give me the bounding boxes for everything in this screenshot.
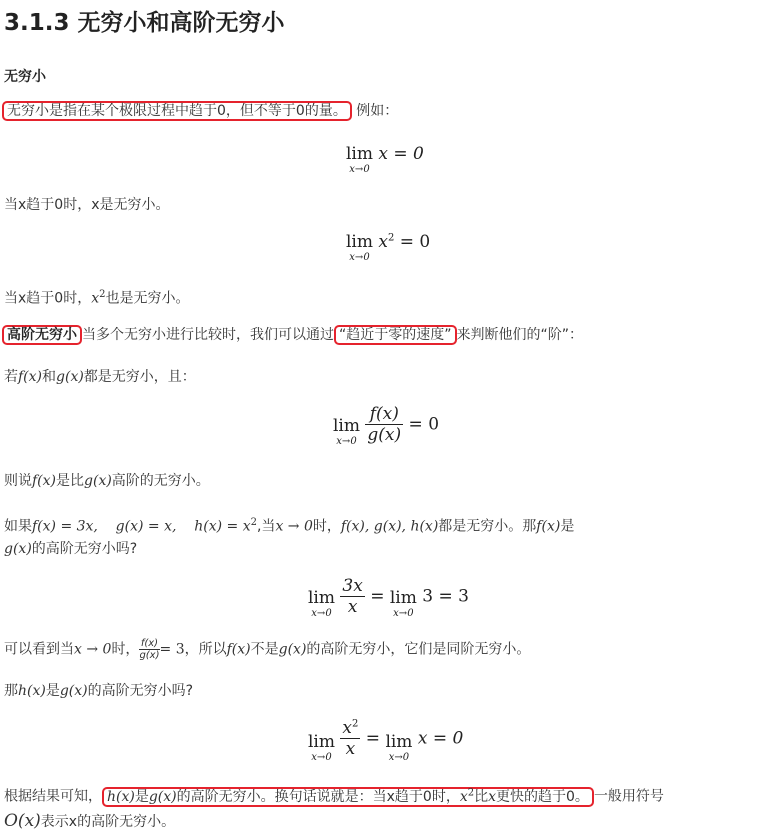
paragraph-5 [4,366,196,388]
math-exponent: 2 [467,787,475,798]
lim-operator: lim [385,732,413,752]
text: 的高阶无穷小，它们是同阶无穷小。 [306,641,531,658]
math-f: f(x) [32,473,57,489]
lim-operator: lim [346,144,373,164]
text: 若 [4,369,18,385]
highlight-term: 高阶无穷小 [2,325,82,345]
math-g: g(x) [148,788,177,805]
lim-subscript: x→0 [349,252,370,263]
text: = 3， [159,641,199,658]
math-g: g(x) [84,473,112,489]
lim-subscript: x→0 [311,608,332,619]
section-heading: 无穷小 [4,69,46,85]
highlight-definition: 无穷小是指在某个极限过程中趋于0，但不等于0的量。 [2,101,352,121]
text: 是 [134,788,149,805]
text: 更快的趋于0。 [496,788,589,805]
text: ,当 [256,518,276,535]
text: 如果 [4,518,32,535]
text: 和 [42,369,57,385]
math-f: f(x) [536,518,561,535]
paragraph-3 [4,284,189,310]
text: 时， [312,518,341,535]
text: 不是 [250,641,279,658]
text: 是 [45,683,60,699]
paragraph-6 [4,470,210,492]
lim-subscript: x→0 [393,608,414,619]
lim-subscript: x→0 [311,752,332,763]
math-big-o: O(x) [4,811,41,831]
math-functions: f(x) = 3x, g(x) = x, h(x) = x [32,518,251,535]
lim-operator: lim [333,416,360,436]
inline-fraction-numerator: f(x) [140,638,159,649]
math-x: x [459,788,468,805]
text: 来判断他们的“阶”： [456,327,584,343]
math-x: x [488,788,497,805]
inline-fraction-denominator: g(x) [139,650,160,661]
text: 的高阶无穷小吗? [31,541,138,557]
example-label: 例如： [356,103,399,119]
text: 也是无穷小。 [105,290,190,307]
numerator-exponent: 2 [352,718,359,730]
text: 都是无穷小，且： [83,369,196,385]
math-limit: x → 0 [74,641,112,658]
page-title: 3.1.3 无穷小和高阶无穷小 [4,10,285,36]
math-g: g(x) [278,641,307,658]
text: 根据结果可知， [4,788,102,805]
math-g: g(x) [4,541,32,557]
equation-1 [346,144,424,176]
text: 是 [560,518,575,535]
paragraph-8 [4,538,137,560]
lim-subscript: x→0 [336,436,357,447]
fraction-numerator: x [342,718,352,738]
math-h: h(x) [107,788,135,805]
lim-operator: lim [346,232,373,252]
math-exponent: 2 [99,289,106,300]
equation-2 [346,232,430,264]
text: 的高阶无穷小吗? [87,683,194,699]
text: 可以看到当 [4,641,74,658]
paragraph-10 [4,680,193,702]
paragraph-7 [4,512,574,538]
equation-rest: = 0 [408,414,440,435]
equation-rest: = 0 [394,232,431,252]
paragraph-4 [2,324,583,346]
text: 比 [474,788,489,805]
definition-paragraph [2,100,398,122]
equation-rest: 3 = 3 [422,586,469,607]
lim-subscript: x→0 [349,164,370,175]
equation-3 [333,404,439,448]
text: 表示x的高阶无穷小。 [40,814,176,830]
fraction-numerator: 3x [342,576,363,596]
equation-body: x = 0 [378,144,424,164]
highlight-conclusion [102,787,594,807]
paragraph-11 [4,782,664,808]
paragraph-9 [4,638,530,661]
text: 时， [111,641,140,658]
text: 是比 [56,473,85,489]
equals-sign: = [370,586,385,607]
equation-rest: x = 0 [417,728,464,749]
math-limit: x → 0 [275,518,313,535]
fraction-denominator: g(x) [367,425,402,445]
math-exponent: 2 [250,517,257,528]
math-list: f(x), g(x), h(x) [340,518,439,535]
math-f: f(x) [18,369,43,385]
text: 当x趋于0时， [4,290,92,307]
fraction-denominator: x [345,739,356,759]
highlight-speed: “趋近于零的速度” [334,325,457,345]
text: 一般用符号 [593,788,664,805]
text: 高阶的无穷小。 [111,473,210,489]
math-g: g(x) [56,369,84,385]
equation-base: x [378,232,388,252]
paragraph-2: 当x趋于0时，x是无穷小。 [4,197,170,213]
math-g: g(x) [59,683,88,699]
text: 当多个无穷小进行比较时，我们可以通过 [82,327,334,343]
equation-4 [308,576,469,620]
lim-operator: lim [308,732,335,752]
math-h: h(x) [18,683,46,699]
lim-subscript: x→0 [388,752,410,763]
lim-operator: lim [308,588,335,608]
fraction-numerator: f(x) [365,404,403,425]
math-x: x [91,290,100,307]
text: 都是无穷小。那 [438,518,537,535]
text: 的高阶无穷小。换句话说就是：当x趋于0时， [176,788,460,805]
fraction-denominator: x [347,597,358,617]
math-f: f(x) [226,641,251,658]
equation-5 [308,718,463,764]
equation-exponent: 2 [388,232,395,244]
text: 那 [4,683,18,699]
equals-sign: = [365,728,381,749]
text: 所以 [198,641,227,658]
text: 则说 [4,473,32,489]
paragraph-12 [4,810,175,833]
lim-operator: lim [389,588,417,608]
